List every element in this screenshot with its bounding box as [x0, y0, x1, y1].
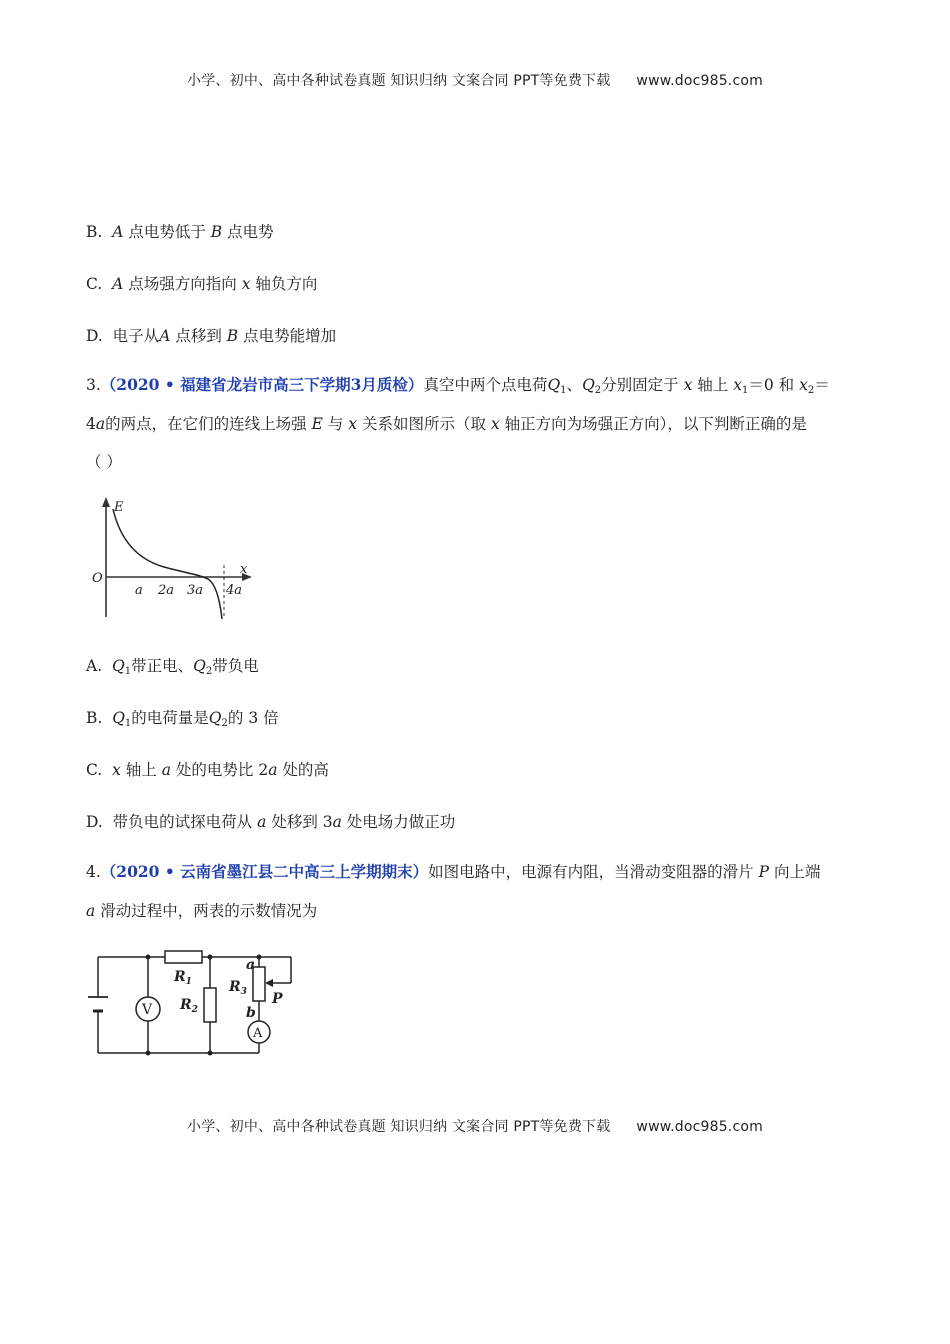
label-r1: $R_1$ — [174, 969, 192, 987]
graph-tick-a: a — [135, 583, 143, 598]
slider-arrow — [265, 979, 273, 987]
ammeter-label: A — [253, 1026, 263, 1041]
q3-stem-line3: （ ） — [86, 453, 122, 471]
q4-circuit-diagram — [86, 945, 306, 1065]
q3-option-a: A. $Q_1$带正电、$Q_2$带负电 — [86, 657, 259, 677]
resistor-r1 — [165, 951, 202, 963]
graph-tick-4a: 4a — [226, 583, 243, 598]
banner-site: www.doc985.com — [636, 73, 763, 89]
q4-stem-line1: 4.（2020 • 云南省墨江县二中高三上学期期末）如图电路中，电源有内阻，当滑动变阻器的滑片 P 向上端 — [86, 862, 821, 881]
label-p: P — [272, 991, 283, 1007]
label-a: a — [246, 957, 256, 973]
q2-option-b: B. A 点电势低于 B 点电势 — [86, 223, 274, 241]
q2-option-c: C. A 点场强方向指向 x 轴负方向 — [86, 275, 318, 293]
footer-banner-site: www.doc985.com — [636, 1119, 763, 1135]
label-b: b — [246, 1005, 256, 1021]
footer-banner-text: 小学、初中、高中各种试卷真题 知识归纳 文案合同 PPT等免费下载 — [187, 1119, 611, 1135]
q3-field-graph — [86, 495, 256, 625]
q4-source: （2020 • 云南省墨江县二中高三上学期期末） — [100, 862, 429, 881]
q3-stem-line1: 3.（2020 • 福建省龙岩市高三下学期3月质检）真空中两个点电荷$Q_1$、$Q_2$分别固定于 x 轴上 $x_1=0$ 和 $x_2=$ — [86, 375, 830, 396]
q3-option-d: D. 带负电的试探电荷从 a 处移到 3a 处电场力做正功 — [86, 813, 456, 831]
q3-option-b: B. $Q_1$的电荷量是$Q_2$的 3 倍 — [86, 709, 279, 729]
header-banner — [0, 70, 950, 90]
q3-stem-line2: 4a的两点，在它们的连线上场强 E 与 x 关系如图所示（取 x 轴正方向为场强正方向），以下判断正确的是 — [86, 415, 807, 433]
graph-field-curve — [113, 509, 222, 619]
graph-e-label: E — [114, 500, 124, 515]
graph-tick-2a: 2a — [158, 583, 175, 598]
resistor-r2 — [204, 988, 216, 1022]
graph-x-label: x — [240, 562, 248, 577]
voltmeter-label: V — [142, 1002, 153, 1018]
banner-text: 小学、初中、高中各种试卷真题 知识归纳 文案合同 PPT等免费下载 — [187, 73, 611, 89]
footer-banner — [0, 1116, 950, 1136]
q4-stem-line2: a 滑动过程中，两表的示数情况为 — [86, 902, 318, 920]
label-r3: $R_3$ — [229, 979, 247, 997]
q3-option-c: C. x 轴上 a 处的电势比 2a 处的高 — [86, 761, 329, 779]
q3-source: （2020 • 福建省龙岩市高三下学期3月质检） — [100, 375, 424, 394]
graph-origin-label: O — [92, 571, 103, 586]
graph-tick-3a: 3a — [187, 583, 204, 598]
q2-option-d: D. 电子从A 点移到 B 点电势能增加 — [86, 327, 337, 345]
graph-y-arrow — [102, 497, 110, 507]
label-r2: $R_2$ — [180, 997, 198, 1015]
